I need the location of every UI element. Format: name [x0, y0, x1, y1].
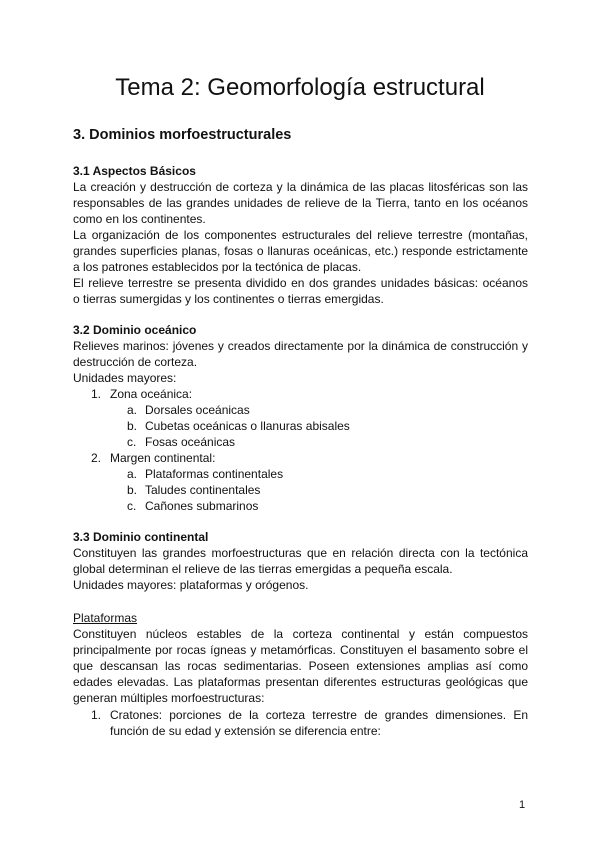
paragraph-3-1 — [73, 179, 528, 307]
text-line: La organización de los componentes estructurales del relieve terrestre (montañas, — [73, 228, 528, 242]
list-letter: b. — [127, 419, 138, 433]
list-subitem: Dorsales oceánicas — [145, 403, 250, 417]
text-line: que descansan las rocas sedimentarias. Poseen extensiones amplias así como — [73, 659, 528, 673]
list-letter: a. — [127, 403, 138, 417]
list-item-cratones — [110, 707, 528, 739]
list-subitem: Plataformas continentales — [145, 467, 284, 481]
text-line: destrucción de corteza. — [73, 355, 198, 369]
paragraph-3-2 — [73, 338, 528, 386]
list-letter: c. — [127, 435, 137, 449]
text-line: o tierras sumergidas y los continentes o tierras emergidas. — [73, 292, 384, 306]
text-line: El relieve terrestre se presenta dividido en dos grandes unidades básicas: océanos — [73, 276, 528, 290]
list-number: 1. — [91, 387, 102, 401]
text-line: Constituyen las grandes morfoestructuras que en relación directa con la tectónica — [73, 546, 528, 560]
text-line: edades elevadas. Las plataformas presentan diferentes estructuras geológicas que — [73, 675, 528, 689]
paragraph-plataformas — [73, 626, 528, 706]
text-line: función de su edad y extensión se diferencia entre: — [110, 724, 381, 738]
text-line: como en los continentes. — [73, 212, 206, 226]
page-number: 1 — [519, 799, 526, 811]
text-line: grandes superficies planas, fosas o llanuras oceánicas, etc.) responde estrictamente — [73, 244, 528, 258]
text-line: Cratones: porciones de la corteza terrestre de grandes dimensiones. En — [110, 708, 528, 722]
text-line: a los patrones establecidos por la tectónica de placas. — [73, 260, 362, 274]
list-item-label: Zona oceánica: — [110, 387, 193, 401]
subsection-heading-3-1: 3.1 Aspectos Básicos — [73, 164, 196, 178]
list-number: 1. — [91, 708, 102, 722]
list-number: 2. — [91, 451, 102, 465]
text-line: Constituyen núcleos estables de la corteza continental y están compuestos — [73, 627, 528, 641]
text-line: La creación y destrucción de corteza y la dinámica de las placas litosféricas son las — [73, 180, 528, 194]
list-subitem: Taludes continentales — [145, 483, 261, 497]
text-line: Unidades mayores: — [73, 371, 177, 385]
subsection-heading-3-2: 3.2 Dominio oceánico — [73, 323, 197, 337]
text-line: generan múltiples morfoestructuras: — [73, 691, 265, 705]
section-heading: 3. Dominios morfoestructurales — [73, 127, 292, 143]
list-letter: a. — [127, 467, 138, 481]
text-line: Relieves marinos: jóvenes y creados directamente por la dinámica de construcción y — [73, 339, 528, 353]
list-subitem: Fosas oceánicas — [145, 435, 236, 449]
page-title: Tema 2: Geomorfología estructural — [115, 74, 485, 101]
text-line: Unidades mayores: plataformas y orógenos. — [73, 578, 309, 592]
text-line: responsables de las grandes unidades de relieve de la Tierra, tanto en los océanos — [73, 196, 528, 210]
subsection-heading-3-3: 3.3 Dominio continental — [73, 530, 209, 544]
list-item-label: Margen continental: — [110, 451, 216, 465]
list-letter: b. — [127, 483, 138, 497]
paragraph-3-3 — [73, 545, 528, 593]
list-letter: c. — [127, 499, 137, 513]
text-line: principalmente por rocas ígneas y metamórficas. Constituyen el basamento sobre el — [73, 643, 528, 657]
list-subitem: Cañones submarinos — [145, 499, 259, 513]
list-subitem: Cubetas oceánicas o llanuras abisales — [145, 419, 350, 433]
plataformas-heading: Plataformas — [73, 611, 138, 625]
text-line: global determinan el relieve de las tierras emergidas a pequeña escala. — [73, 562, 453, 576]
